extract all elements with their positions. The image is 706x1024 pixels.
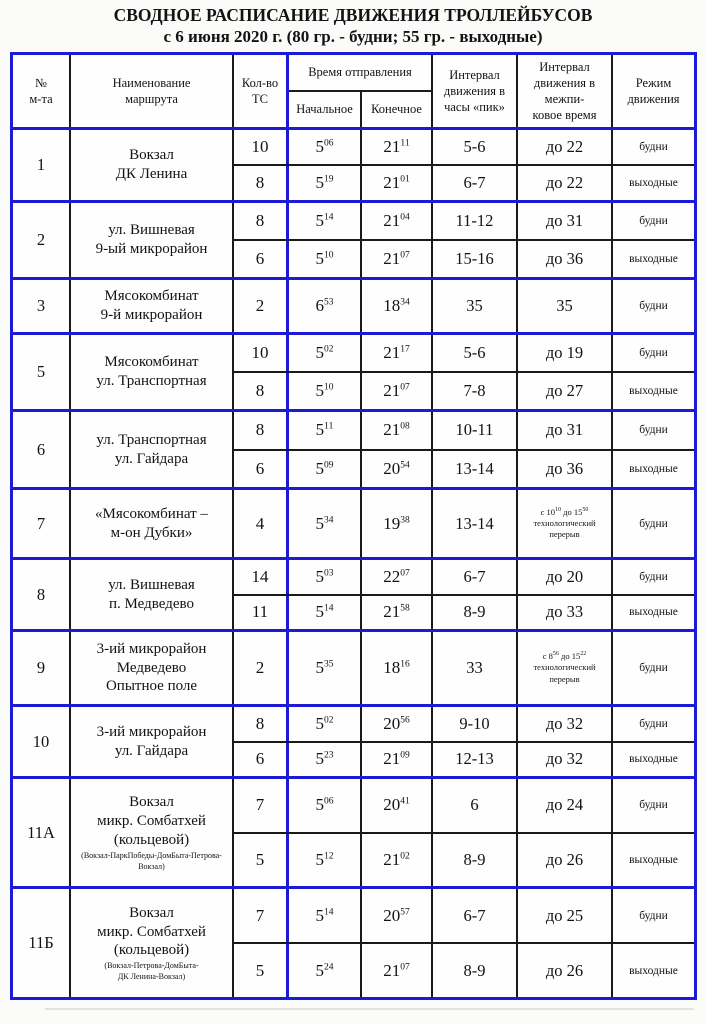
schedule-row [234,560,694,594]
schedule-row [234,412,694,449]
route-name: «Мясокомбинат – м-он Дубки» [71,490,234,557]
page-subtitle: с 6 июня 2020 г. (80 гр. - будни; 55 гр. - выходные) [163,27,543,46]
service-mode: выходные [613,834,694,887]
schedule-row [234,632,694,704]
col-header-departure-end: Конечное [362,92,431,127]
route-name: ул. Вишневая 9-ый микрорайон [71,203,234,277]
interval-peak: 10-11 [433,412,518,449]
departure-end-time: $21^{07}$ [362,241,433,277]
interval-peak: 13-14 [433,451,518,488]
departure-start-time: $5^{06}$ [289,130,362,164]
schedule-row [234,779,694,832]
schedule-row [234,741,694,777]
interval-peak: 7-8 [433,373,518,409]
route-number: 6 [13,412,71,487]
route-number: 2 [13,203,71,277]
departure-end-time: $21^{07}$ [362,944,433,997]
interval-peak: 15-16 [433,241,518,277]
departure-start-time: $5^{02}$ [289,335,362,371]
service-mode: выходные [613,373,694,409]
route-number: 3 [13,280,71,332]
interval-offpeak: до 24 [518,779,613,832]
interval-peak: 8-9 [433,596,518,630]
service-mode: будни [613,632,694,704]
departure-end-time: $21^{01}$ [362,166,433,200]
route-group [13,332,694,409]
schedule-row [234,707,694,741]
route-number: 10 [13,707,71,776]
scan-artifact-line [45,1008,694,1010]
route-number: 11А [13,779,71,886]
vehicle-count: 8 [234,412,289,449]
service-mode: выходные [613,743,694,777]
col-header-interval-peak: Интервал движения в часы «пик» [433,55,518,127]
service-mode: будни [613,130,694,164]
departure-start-time: $6^{53}$ [289,280,362,332]
schedule-row [234,490,694,557]
route-number: 1 [13,130,71,200]
interval-peak: 11-12 [433,203,518,239]
route-name: 3-ий микрорайон ул. Гайдара [71,707,234,776]
route-group [13,409,694,487]
interval-offpeak: до 25 [518,889,613,942]
table-header-row [13,55,694,127]
col-header-route-number: № м-та [13,55,71,127]
schedule-row [234,239,694,277]
route-name: Вокзал ДК Ленина [71,130,234,200]
schedule-table [10,52,697,1000]
vehicle-count: 11 [234,596,289,630]
departure-start-time: $5^{34}$ [289,490,362,557]
departure-end-time: $21^{04}$ [362,203,433,239]
route-number: 11Б [13,889,71,997]
interval-offpeak: до 22 [518,130,613,164]
departure-start-time: $5^{09}$ [289,451,362,488]
service-mode: будни [613,280,694,332]
schedule-row [234,335,694,371]
schedule-row [234,280,694,332]
departure-start-time: $5^{14}$ [289,889,362,942]
departure-end-time: $21^{17}$ [362,335,433,371]
interval-offpeak: до 31 [518,203,613,239]
service-mode: будни [613,335,694,371]
service-mode: выходные [613,944,694,997]
departure-end-time: $22^{07}$ [362,560,433,594]
vehicle-count: 5 [234,944,289,997]
route-group [13,886,694,997]
service-mode: будни [613,889,694,942]
service-mode: будни [613,779,694,832]
route-name: ул. Вишневая п. Медведево [71,560,234,629]
schedule-row [234,449,694,488]
vehicle-count: 2 [234,632,289,704]
interval-offpeak: до 26 [518,944,613,997]
interval-peak: 8-9 [433,944,518,997]
route-group [13,200,694,277]
interval-peak: 12-13 [433,743,518,777]
interval-offpeak: до 33 [518,596,613,630]
service-mode: будни [613,203,694,239]
departure-end-time: $20^{56}$ [362,707,433,741]
vehicle-count: 6 [234,743,289,777]
schedule-row [234,371,694,409]
col-header-interval-offpeak: Интервал движения в межпи- ковое время [518,55,613,127]
vehicle-count: 2 [234,280,289,332]
interval-offpeak: 35 [518,280,613,332]
route-number: 5 [13,335,71,409]
departure-start-time: $5^{02}$ [289,707,362,741]
route-group [13,487,694,557]
vehicle-count: 8 [234,707,289,741]
route-group [13,127,694,200]
service-mode: выходные [613,596,694,630]
route-group [13,629,694,704]
vehicle-count: 10 [234,335,289,371]
departure-end-time: $21^{09}$ [362,743,433,777]
departure-start-time: $5^{10}$ [289,241,362,277]
route-number: 7 [13,490,71,557]
vehicle-count: 8 [234,166,289,200]
departure-start-time: $5^{23}$ [289,743,362,777]
route-number: 9 [13,632,71,704]
vehicle-count: 4 [234,490,289,557]
route-name: Вокзал микр. Сомбатхей (кольцевой) (Вокзал-Петрова-ДомБыта- ДК Ленина-Вокзал) [71,889,234,997]
route-name: Вокзал микр. Сомбатхей (кольцевой) (Вокзал-ПаркПобеды-ДомБыта-Петрова- Вокзал) [71,779,234,886]
departure-start-time: $5^{06}$ [289,779,362,832]
page-title: СВОДНОЕ РАСПИСАНИЕ ДВИЖЕНИЯ ТРОЛЛЕЙБУСОВ [113,5,593,25]
col-header-departure-group [289,55,433,127]
interval-offpeak: до 36 [518,451,613,488]
route-name: Мясокомбинат ул. Транспортная [71,335,234,409]
departure-end-time: $18^{16}$ [362,632,433,704]
route-number: 8 [13,560,71,629]
interval-offpeak: до 19 [518,335,613,371]
interval-offpeak: с $8^{56}$ до $15^{22}$ технологический перерыв [518,632,613,704]
interval-peak: 6 [433,779,518,832]
col-header-mode: Режим движения [613,55,694,127]
interval-peak: 6-7 [433,560,518,594]
schedule-row [234,130,694,164]
schedule-row [234,203,694,239]
vehicle-count: 5 [234,834,289,887]
interval-peak: 9-10 [433,707,518,741]
route-name: 3-ий микрорайон Медведево Опытное поле [71,632,234,704]
service-mode: будни [613,560,694,594]
service-mode: будни [613,412,694,449]
vehicle-count: 6 [234,451,289,488]
departure-end-time: $20^{41}$ [362,779,433,832]
col-header-vehicle-count: Кол-во ТС [234,55,289,127]
interval-offpeak: с $10^{10}$ до $15^{50}$ технологический перерыв [518,490,613,557]
departure-start-time: $5^{11}$ [289,412,362,449]
service-mode: выходные [613,241,694,277]
departure-end-time: $21^{08}$ [362,412,433,449]
interval-peak: 5-6 [433,130,518,164]
departure-start-time: $5^{14}$ [289,203,362,239]
interval-peak: 33 [433,632,518,704]
interval-peak: 8-9 [433,834,518,887]
interval-offpeak: до 32 [518,743,613,777]
departure-end-time: $20^{57}$ [362,889,433,942]
schedule-row [234,832,694,887]
vehicle-count: 7 [234,889,289,942]
col-header-route-name: Наименование маршрута [71,55,234,127]
departure-start-time: $5^{10}$ [289,373,362,409]
vehicle-count: 7 [234,779,289,832]
departure-end-time: $20^{54}$ [362,451,433,488]
schedule-row [234,889,694,942]
col-header-departure-start: Начальное [289,92,362,127]
vehicle-count: 8 [234,373,289,409]
departure-end-time: $21^{07}$ [362,373,433,409]
interval-offpeak: до 36 [518,241,613,277]
interval-peak: 6-7 [433,889,518,942]
vehicle-count: 8 [234,203,289,239]
interval-peak: 6-7 [433,166,518,200]
departure-start-time: $5^{14}$ [289,596,362,630]
interval-offpeak: до 26 [518,834,613,887]
departure-end-time: $21^{11}$ [362,130,433,164]
departure-end-time: $18^{34}$ [362,280,433,332]
departure-start-time: $5^{19}$ [289,166,362,200]
route-group [13,557,694,629]
departure-start-time: $5^{12}$ [289,834,362,887]
departure-start-time: $5^{35}$ [289,632,362,704]
schedule-row [234,594,694,630]
departure-start-time: $5^{24}$ [289,944,362,997]
vehicle-count: 10 [234,130,289,164]
route-group [13,277,694,332]
service-mode: будни [613,490,694,557]
col-header-departure-time: Время отправления [289,55,431,92]
route-group [13,704,694,776]
interval-offpeak: до 27 [518,373,613,409]
departure-start-time: $5^{03}$ [289,560,362,594]
schedule-row [234,942,694,997]
service-mode: будни [613,707,694,741]
route-name: Мясокомбинат 9-й микрорайон [71,280,234,332]
route-group [13,776,694,886]
schedule-row [234,164,694,200]
route-name: ул. Транспортная ул. Гайдара [71,412,234,487]
interval-offpeak: до 31 [518,412,613,449]
interval-offpeak: до 32 [518,707,613,741]
document-header [0,0,706,47]
departure-end-time: $21^{58}$ [362,596,433,630]
interval-offpeak: до 20 [518,560,613,594]
departure-end-time: $19^{38}$ [362,490,433,557]
interval-peak: 35 [433,280,518,332]
service-mode: выходные [613,451,694,488]
vehicle-count: 14 [234,560,289,594]
interval-peak: 13-14 [433,490,518,557]
service-mode: выходные [613,166,694,200]
vehicle-count: 6 [234,241,289,277]
departure-end-time: $21^{02}$ [362,834,433,887]
interval-peak: 5-6 [433,335,518,371]
interval-offpeak: до 22 [518,166,613,200]
